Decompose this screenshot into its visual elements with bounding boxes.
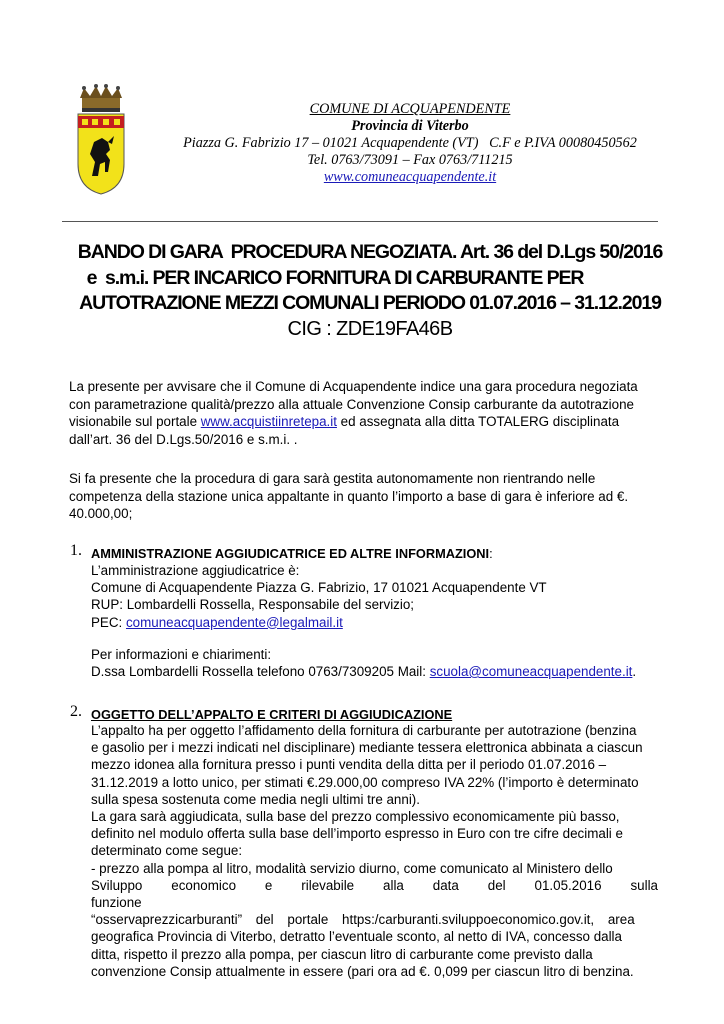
- section-1-spacer: [91, 631, 658, 646]
- section-2-line: definito nel modulo offerta sulla base dell’importo espresso in Euro con tre cifre decimali e: [91, 826, 623, 842]
- section-2-body: [91, 722, 658, 980]
- section-2-line: e gasolio per i mezzi indicati nel disciplinare) mediante tessera elettronica abbinata a ciascun: [91, 740, 643, 756]
- coat-of-arms-logo: [72, 84, 130, 196]
- title-line-2: e s.m.i. PER INCARICO FORNITURA DI CARBURANTE PER: [86, 266, 584, 289]
- acquistiinretepa-link[interactable]: www.acquistiinretepa.it: [200, 414, 337, 429]
- header-divider: [62, 221, 658, 222]
- section-1-line: [91, 614, 658, 631]
- section-2-number: 2.: [70, 703, 82, 720]
- pec-email-link[interactable]: comuneacquapendente@legalmail.it: [125, 614, 343, 630]
- section-2-line: determinato come segue:: [91, 843, 243, 859]
- municipality-phone: Tel. 0763/73091 – Fax 0763/711215: [307, 152, 513, 168]
- section-2-line: geografica Provincia di Viterbo, detratto l’eventuale sconto, al netto di IVA, concesso dalla: [91, 929, 622, 945]
- intro-p2-line: 40.000,00;: [69, 506, 133, 521]
- municipality-address: Piazza G. Fabrizio 17 – 01021 Acquapendente (VT) C.F e P.IVA 00080450562: [183, 135, 637, 151]
- section-1-heading: [91, 546, 493, 561]
- municipality-header: [150, 101, 670, 186]
- intro-p1-line: dall’art. 36 del D.Lgs.50/2016 e s.m.i. .: [69, 431, 298, 447]
- intro-p2-line: Si fa presente che la procedura di gara sarà gestita autonomamente non rientrando nelle: [69, 471, 596, 486]
- section-2-line: L’appalto ha per oggetto l’affidamento della fornitura di carburante per autotrazione (benzina: [91, 723, 637, 738]
- section-2-line: 31.12.2019 a lotto unico, per stimati €.29.000,00 compreso IVA 22% (l’importo è determinato: [91, 774, 639, 790]
- municipality-website-link[interactable]: www.comuneacquapendente.it: [323, 169, 497, 185]
- section-1-line: RUP: Lombardelli Rossella, Responsabile del servizio;: [91, 597, 415, 613]
- intro-p1-line: con parametrazione qualità/prezzo alla attuale Convenzione Consip carburante da autotrazione: [69, 396, 634, 412]
- section-2-line: convenzione Consip attualmente in essere (pari ora ad €. 0,099 per ciascun litro di benzina.: [91, 963, 634, 979]
- document-title: [60, 240, 680, 342]
- section-2-line: ditta, rispetto il prezzo alla pompa, per ciascun litro di carburante come previsto dalla: [91, 946, 593, 962]
- title-line-3: AUTOTRAZIONE MEZZI COMUNALI PERIODO 01.07.2016 – 31.12.2019: [79, 292, 661, 314]
- section-1-line: L’amministrazione aggiudicatrice è:: [91, 563, 300, 578]
- intro-p1-line: [69, 413, 669, 431]
- title-line-1: BANDO DI GARA PROCEDURA NEGOZIATA. Art. 36 del D.Lgs 50/2016: [77, 241, 663, 263]
- section-2-line: “osservaprezzicarburanti” del portale https:/carburanti.sviluppoeconomico.gov.it, area: [91, 912, 635, 928]
- section-1-line: [91, 663, 658, 680]
- municipality-name: COMUNE DI ACQUAPENDENTE: [309, 101, 511, 117]
- section-1-number: 1.: [70, 542, 82, 559]
- intro-p2-line: competenza della stazione unica appaltante in quanto l’importo a base di gara è inferiore ad €.: [69, 488, 629, 504]
- section-2-line: mezzo idonea alla fornitura presso i punti vendita della ditta per il periodo 01.07.2016 –: [91, 757, 607, 773]
- section-1-line: Comune di Acquapendente Piazza G. Fabrizio, 17 01021 Acquapendente VT: [91, 580, 547, 596]
- section-2-line: Sviluppo economico e rilevabile alla data del 01.05.2016 sulla funzione: [91, 877, 658, 911]
- intro-p1-line: La presente per avvisare che il Comune di Acquapendente indice una gara procedura negoziata: [69, 379, 638, 394]
- section-2-line: sulla spesa sostenuta come media negli ultimi tre anni).: [91, 791, 420, 807]
- intro-p1-text: ed assegnata alla ditta TOTALERG disciplinata: [336, 414, 620, 429]
- section-2-line: La gara sarà aggiudicata, sulla base del prezzo complessivo economicamente più basso,: [91, 809, 620, 825]
- section-2-line: - prezzo alla pompa al litro, modalità servizio diurno, come comunicato al Ministero dello: [91, 860, 613, 876]
- section-2-heading: OGGETTO DELL’APPALTO E CRITERI DI AGGIUDICAZIONE: [91, 707, 453, 722]
- cig-code: CIG : ZDE19FA46B: [287, 317, 453, 340]
- contact-text-end: .: [632, 664, 637, 680]
- province-name: Provincia di Viterbo: [351, 118, 469, 134]
- section-1-heading-suffix: :: [489, 546, 493, 561]
- intro-paragraph-2: [69, 470, 669, 523]
- contact-email-link[interactable]: scuola@comuneacquapendente.it: [429, 664, 633, 680]
- section-1-heading-text: AMMINISTRAZIONE AGGIUDICATRICE ED ALTRE INFORMAZIONI: [91, 546, 490, 561]
- section-1-line: Per informazioni e chiarimenti:: [91, 646, 272, 662]
- section-1-body: [91, 562, 658, 680]
- pec-label: PEC:: [91, 614, 126, 630]
- intro-p1-text: visionabile sul portale: [69, 414, 201, 429]
- intro-paragraph-1: [69, 378, 669, 448]
- contact-text: D.ssa Lombardelli Rossella telefono 0763/7309205 Mail:: [91, 664, 430, 680]
